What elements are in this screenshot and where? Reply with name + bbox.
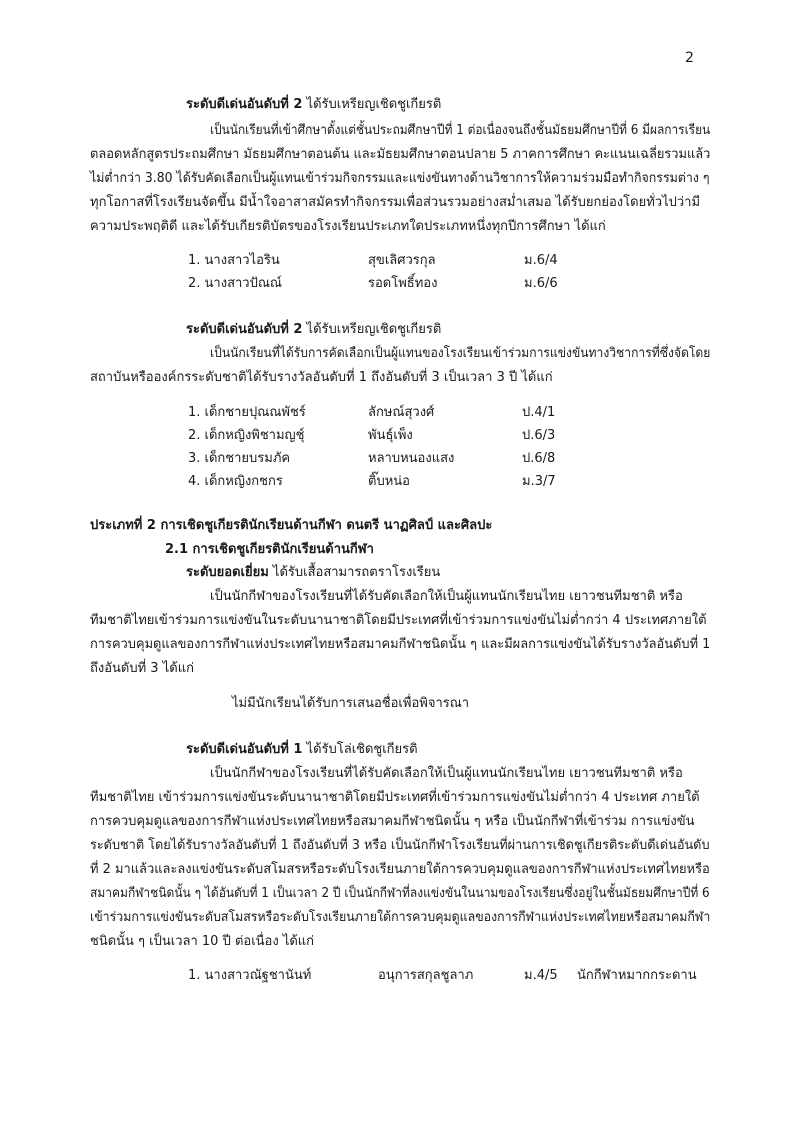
page-number: 2 xyxy=(685,50,694,66)
section4-line-7: เข้าร่วมการแข่งขันระดับสโมสรหรือระดับโรงเรียนภายใต้การควบคุมดูแลของการกีฬาแห่งประเทศไทยหรือสมาคมกีฬา xyxy=(90,910,711,925)
student-class: ป.4/1 xyxy=(522,405,556,420)
section1-student-row xyxy=(0,274,794,294)
section2-heading-rest: ได้รับเหรียญเชิดชูเกียรติ xyxy=(306,322,442,337)
section4-heading-rest: ได้รับโล่เชิดชูเกียรติ xyxy=(306,742,418,757)
section1-line-2: ตลอดหลักสูตรประถมศึกษา มัธยมศึกษาตอนต้น และมัธยมศึกษาตอนปลาย 5 ภาคการศึกษา คะแนนเฉลี่ยรวมแล้ว xyxy=(90,147,711,162)
student-name: 2. เด็กหญิงพิชามญชุ์ xyxy=(188,428,305,443)
section1-heading-rest: ได้รับเหรียญเชิดชูเกียรติ xyxy=(306,97,442,112)
student-surname: อนุการสกุลชูลาภ xyxy=(378,968,474,983)
section4-line-5: ที่ 2 มาแล้วและลงแข่งขันระดับสโมสรหรือระดับโรงเรียนภายใต้การควบคุมดูแลของการกีฬาแห่งประเทศไทยหรือ xyxy=(90,862,710,877)
section1-heading-bold: ระดับดีเด่นอันดับที่ 2 xyxy=(186,97,303,112)
student-name: 2. นางสาวปัณณ์ xyxy=(188,276,282,291)
student-name: 4. เด็กหญิงกชกร xyxy=(188,474,283,489)
section3-line-3: การควบคุมดูแลของการกีฬาแห่งประเทศไทยหรือสมาคมกีฬาชนิดนั้น ๆ และมีผลการแข่งขันได้รับรางวัลอันดับที่ 1 xyxy=(90,637,711,652)
section3-note: ไม่มีนักเรียนได้รับการเสนอชื่อเพื่อพิจารณา xyxy=(232,696,470,711)
section2-student-row xyxy=(0,426,794,446)
section2-student-row xyxy=(0,403,794,423)
section4-line-8: ชนิดนั้น ๆ เป็นเวลา 10 ปี ต่อเนื่อง ได้แก่ xyxy=(90,934,315,949)
section2-line-2: สถาบันหรือองค์กรระดับชาติได้รับรางวัลอันดับที่ 1 ถึงอันดับที่ 3 เป็นเวลา 3 ปี ได้แก่ xyxy=(90,370,553,385)
student-class: ม.6/4 xyxy=(524,253,558,268)
student-surname: หลาบหนองแสง xyxy=(368,451,455,466)
section3-heading xyxy=(186,563,440,583)
section2-student-row xyxy=(0,449,794,469)
section2-student-row xyxy=(0,472,794,492)
section4-heading-bold: ระดับดีเด่นอันดับที่ 1 xyxy=(186,742,303,757)
section4-student-row xyxy=(0,966,794,986)
student-surname: ติ๊บหน่อ xyxy=(368,474,410,489)
student-class: ม.6/6 xyxy=(524,276,558,291)
section1-student-row xyxy=(0,251,794,271)
section1-line-3: ไม่ต่ำกว่า 3.80 ได้รับคัดเลือกเป็นผู้แทนเข้าร่วมกิจกรรมและแข่งขันทางด้านวิชาการให้ความร่วมมือทำกิจกรรมต่าง ๆ xyxy=(90,171,710,186)
student-name: 1. นางสาวณัฐชานันท์ xyxy=(188,968,312,983)
section1-line-4: ทุกโอกาสที่โรงเรียนจัดขึ้น มีน้ำใจอาสาสมัครทำกิจกรรมเพื่อส่วนรวมอย่างสม่ำเสมอ ได้รับยกย่องโดยทั่วไปว่ามี xyxy=(90,195,701,210)
student-surname: รอดโพธิ์ทอง xyxy=(368,276,438,291)
student-surname: พันธุ์เพ็ง xyxy=(368,428,413,443)
section2-heading xyxy=(186,320,441,340)
student-class: ป.6/3 xyxy=(522,428,556,443)
student-name: 1. นางสาวไอริน xyxy=(188,253,280,268)
sub21-heading: 2.1 การเชิดชูเกียรตินักเรียนด้านกีฬา xyxy=(165,542,374,557)
section3-line-4: ถึงอันดับที่ 3 ได้แก่ xyxy=(90,661,194,676)
section4-line-4: ระดับชาติ โดยได้รับรางวัลอันดับที่ 1 ถึงอันดับที่ 3 หรือ เป็นนักกีฬาโรงเรียนที่ผ่านการเชิดชูเกียรติระดับดีเด่นอันดับ xyxy=(90,838,710,853)
section2-line-1: เป็นนักเรียนที่ได้รับการคัดเลือกเป็นผู้แทนของโรงเรียนเข้าร่วมการแข่งขันทางวิชาการที่ซึ่งจัดโดย xyxy=(210,346,711,361)
section3-line-2: ทีมชาติไทยเข้าร่วมการแข่งขันในระดับนานาชาติโดยมีประเทศที่เข้าร่วมการแข่งขันไม่ต่ำกว่า 4 ประเทศภายใต้ xyxy=(90,613,707,628)
section2-heading-bold: ระดับดีเด่นอันดับที่ 2 xyxy=(186,322,303,337)
section1-line-1: เป็นนักเรียนที่เข้าศึกษาตั้งแต่ชั้นประถมศึกษาปีที่ 1 ต่อเนื่องจนถึงชั้นมัธยมศึกษาปีที่ 6 มีผลการเรียน xyxy=(210,123,711,138)
type2-heading: ประเภทที่ 2 การเชิดชูเกียรตินักเรียนด้านกีฬา ดนตรี นาฏศิลป์ และศิลปะ xyxy=(90,518,493,533)
section3-heading-bold: ระดับยอดเยี่ยม xyxy=(186,565,269,580)
student-sport: นักกีฬาหมากกระดาน xyxy=(577,968,697,983)
student-name: 3. เด็กชายบรมภัค xyxy=(188,451,291,466)
student-class: ม.3/7 xyxy=(522,474,556,489)
student-class: ป.6/8 xyxy=(522,451,556,466)
section3-line-1: เป็นนักกีฬาของโรงเรียนที่ได้รับคัดเลือกให้เป็นผู้แทนนักเรียนไทย เยาวชนทีมชาติ หรือ xyxy=(210,589,683,604)
section1-heading xyxy=(186,95,441,115)
section4-line-3: การควบคุมดูแลของการกีฬาแห่งประเทศไทยหรือสมาคมกีฬาชนิดนั้น ๆ หรือ เป็นนักกีฬาที่เข้าร่วม การแข่งขัน xyxy=(90,814,695,829)
section3-heading-rest: ได้รับเสื้อสามารถตราโรงเรียน xyxy=(272,565,441,580)
section4-line-6: สมาคมกีฬาชนิดนั้น ๆ ได้อันดับที่ 1 เป็นเวลา 2 ปี เป็นนักกีฬาที่ลงแข่งขันในนามของโรงเรียนซึ่งอยู่ในชั้นมัธยมศึกษาปีที่ 6 xyxy=(90,886,710,901)
student-surname: สุขเลิศวรกุล xyxy=(368,253,436,268)
section4-heading xyxy=(186,740,418,760)
section1-line-5: ความประพฤติดี และได้รับเกียรติบัตรของโรงเรียนประเภทใดประเภทหนึ่งทุกปีการศึกษา ได้แก่ xyxy=(90,219,606,234)
section4-line-2: ทีมชาติไทย เข้าร่วมการแข่งขันระดับนานาชาติโดยมีประเทศที่เข้าร่วมการแข่งขันไม่ต่ำกว่า 4 ประเทศ ภายใต้ xyxy=(90,790,700,805)
student-class: ม.4/5 xyxy=(524,968,558,983)
section4-line-1: เป็นนักกีฬาของโรงเรียนที่ได้รับคัดเลือกให้เป็นผู้แทนนักเรียนไทย เยาวชนทีมชาติ หรือ xyxy=(210,766,683,781)
student-surname: ลักษณ์สุวงศ์ xyxy=(368,405,435,420)
student-name: 1. เด็กชายปุณณพัชร์ xyxy=(188,405,306,420)
